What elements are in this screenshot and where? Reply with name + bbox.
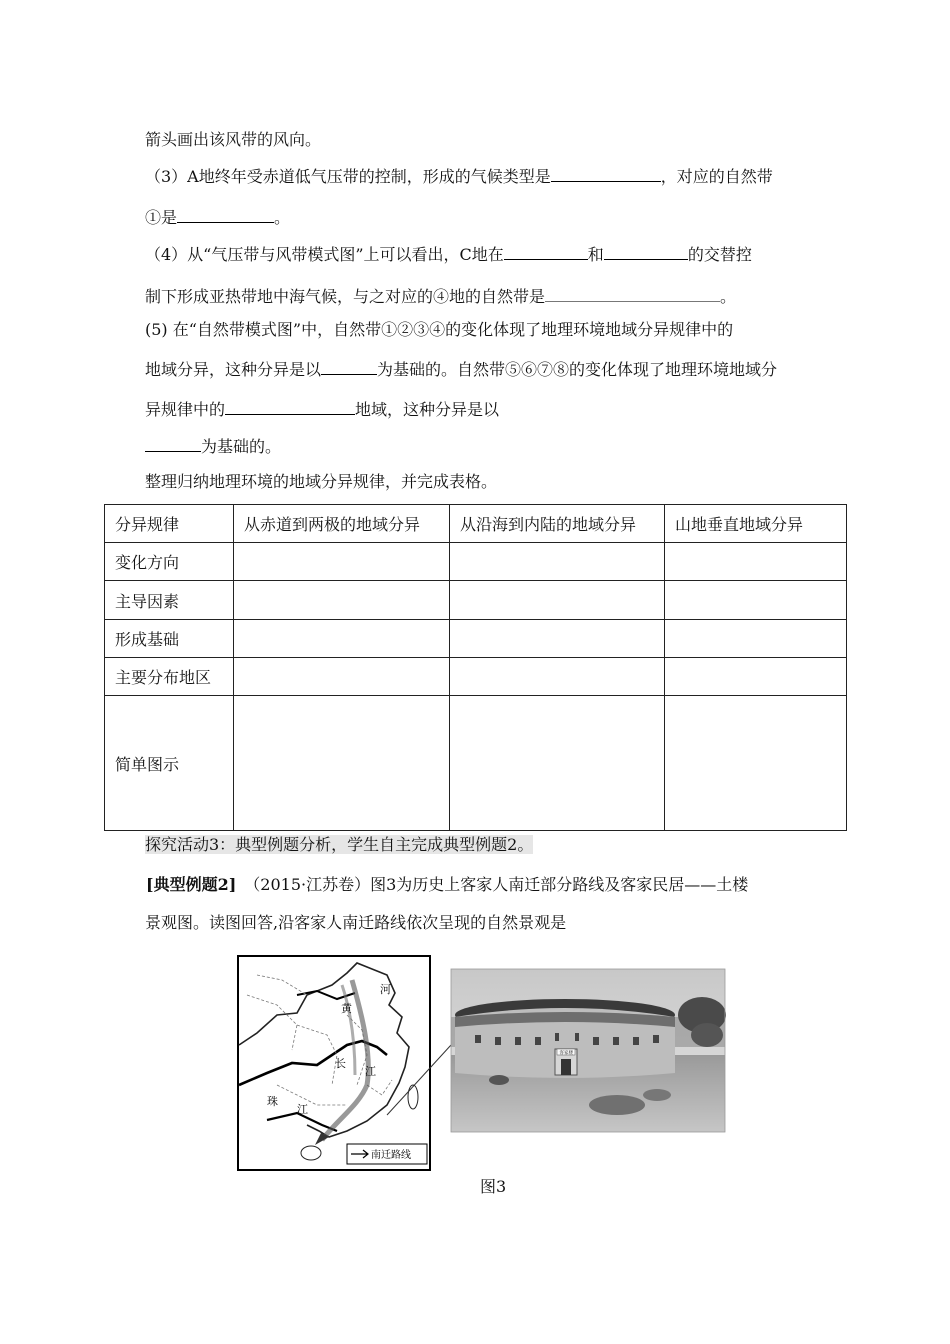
question-5-line1: (5) 在“自然带模式图”中，自然带①②③④的变化体现了地理环境地域分异规律中的 — [145, 320, 734, 339]
table-row — [105, 581, 847, 620]
question-3-line2 — [145, 207, 290, 228]
table-row — [105, 658, 847, 696]
table-cell[interactable] — [450, 658, 665, 696]
row-label: 简单图示 — [105, 696, 234, 831]
table-header: 从赤道到两极的地域分异 — [234, 505, 450, 543]
table-cell[interactable] — [234, 620, 450, 658]
activity-3-text: 探究活动3：典型例题分析，学生自主完成典型例题2。 — [145, 835, 534, 854]
example-2-line2: 景观图。读图回答,沿客家人南迁路线依次呈现的自然景观是 — [145, 913, 567, 932]
q4-text-3: 制下形成亚热带地中海气候，与之对应的④地的自然带是 — [145, 287, 546, 306]
example-2-line1 — [146, 875, 748, 895]
table-cell[interactable] — [234, 696, 450, 831]
q5-text-6: 为基础的。 — [201, 437, 282, 456]
q4-text-2: 的交替控 — [687, 245, 752, 264]
table-cell[interactable] — [450, 696, 665, 831]
map-label: 珠 — [267, 1095, 278, 1108]
table-row — [105, 696, 847, 831]
map-label: 江 — [365, 1065, 376, 1078]
differentiation-table — [104, 504, 847, 831]
summary-instruction: 整理归纳地理环境的地域分异规律，并完成表格。 — [145, 472, 498, 491]
q3-text-4: 。 — [274, 208, 291, 227]
map-island-taiwan — [408, 1085, 418, 1109]
row-label: 形成基础 — [105, 620, 234, 658]
table-cell[interactable] — [450, 620, 665, 658]
row-label: 主要分布地区 — [105, 658, 234, 696]
q5-text-4: 异规律中的 — [145, 400, 226, 419]
table-header: 从沿海到内陆的地域分异 — [450, 505, 665, 543]
map-label: 黄 — [341, 1002, 352, 1015]
table-cell[interactable] — [665, 581, 847, 620]
row-label: 主导因素 — [105, 581, 234, 620]
table-cell[interactable] — [234, 658, 450, 696]
map-legend-label: 南迁路线 — [371, 1150, 411, 1161]
q4-blank-b[interactable] — [604, 244, 688, 260]
table-cell[interactable] — [665, 658, 847, 696]
question-5-line3 — [145, 399, 499, 420]
table-cell[interactable] — [665, 543, 847, 581]
q5-blank-3[interactable] — [145, 436, 201, 452]
q5-text-3: 为基础的。自然带⑤⑥⑦⑧的变化体现了地理环境地域分 — [377, 360, 778, 379]
q2-tail: 箭头画出该风带的风向。 — [145, 130, 322, 149]
question-3-line1 — [145, 166, 773, 187]
figure-3-svg — [237, 955, 732, 1175]
map-label: 江 — [297, 1103, 308, 1116]
map-label: 长 — [335, 1057, 346, 1070]
q3-blank-climate[interactable] — [551, 166, 661, 182]
q5-text-5: 地域，这种分异是以 — [355, 400, 500, 419]
q4-blank-a[interactable] — [504, 244, 588, 260]
q5-text-2: 地域分异，这种分异是以 — [145, 360, 322, 379]
q3-text-2: ，对应的自然带 — [660, 167, 773, 186]
question-4-line2 — [145, 286, 736, 307]
map-label: 河 — [380, 983, 391, 996]
figure-3 — [237, 955, 732, 1179]
q3-text-3: ①是 — [145, 208, 178, 227]
example-2-tag: [典型例题2] — [146, 875, 237, 894]
table-header-row — [105, 505, 847, 543]
tulou-photo — [451, 969, 726, 1132]
table-cell[interactable] — [665, 620, 847, 658]
q5-blank-1[interactable] — [321, 359, 377, 375]
table-header: 分异规律 — [105, 505, 234, 543]
table-row — [105, 620, 847, 658]
map-island-hainan — [301, 1146, 321, 1160]
tulou-sign: 客家楼 — [559, 1051, 573, 1056]
q3-blank-zone[interactable] — [177, 207, 274, 223]
figure-caption: 图3 — [480, 1177, 507, 1196]
table-cell[interactable] — [234, 581, 450, 620]
q4-blank-zone[interactable] — [545, 286, 720, 302]
q4-text-1: （4）从“气压带与风带模式图”上可以看出，C地在 — [145, 245, 504, 264]
q4-and: 和 — [587, 245, 604, 264]
table-cell[interactable] — [450, 581, 665, 620]
question-5-line4 — [145, 436, 281, 457]
row-label: 变化方向 — [105, 543, 234, 581]
q3-text-1: （3）A地终年受赤道低气压带的控制，形成的气候类型是 — [145, 167, 551, 186]
table-row — [105, 543, 847, 581]
question-5-line2 — [145, 359, 777, 380]
q5-blank-2[interactable] — [225, 399, 355, 415]
example-2-text-1: （2015·江苏卷）图3为历史上客家人南迁部分路线及客家民居——土楼 — [244, 875, 749, 894]
table-cell[interactable] — [234, 543, 450, 581]
table-header: 山地垂直地域分异 — [665, 505, 847, 543]
activity-3 — [145, 835, 533, 855]
question-4-line1 — [145, 244, 752, 265]
map-frame — [238, 956, 430, 1170]
table-cell[interactable] — [665, 696, 847, 831]
table-cell[interactable] — [450, 543, 665, 581]
q4-text-4: 。 — [720, 287, 737, 306]
